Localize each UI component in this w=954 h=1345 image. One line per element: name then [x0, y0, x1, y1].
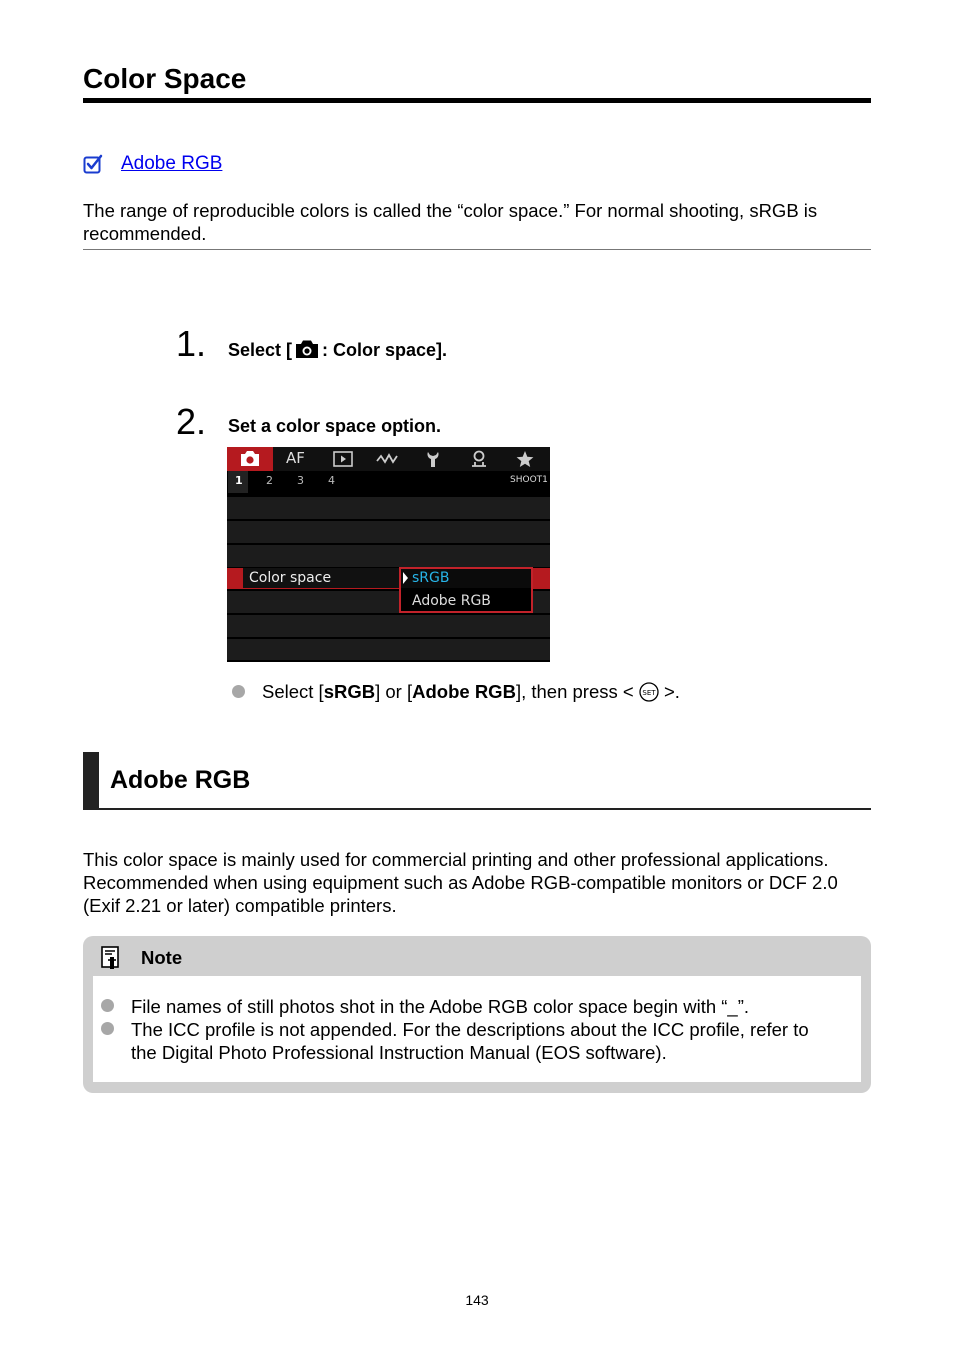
section-body-line: (Exif 2.21 or later) compatible printers.	[83, 895, 397, 916]
camera-icon	[294, 339, 320, 359]
step-2-instruction: Select [sRGB] or [Adobe RGB], then press < SET >.	[262, 681, 680, 702]
page-title: Color Space	[83, 63, 247, 94]
page-number: 143	[465, 1292, 489, 1308]
menu-row-empty	[227, 615, 550, 637]
page-label: SHOOT1	[510, 475, 548, 485]
section-heading-bar	[83, 752, 99, 809]
note-item-1: File names of still photos shot in the Adobe RGB color space begin with “_”.	[131, 996, 750, 1017]
section-heading-rule	[83, 808, 871, 810]
menu-row-empty	[227, 639, 550, 660]
step-1-text-after: : Color space].	[322, 340, 448, 360]
my-menu-star-icon	[516, 450, 534, 468]
checkbox-link-icon	[83, 154, 103, 174]
wrench-icon	[425, 450, 441, 468]
menu-row-empty	[227, 497, 550, 519]
page-tab-2: 2	[266, 474, 273, 487]
playback-icon	[333, 451, 353, 467]
note-item-2-line-2: the Digital Photo Professional Instruction Manual (EOS software).	[131, 1042, 667, 1063]
option-adobe-rgb: Adobe RGB	[412, 593, 491, 609]
wireless-icon	[376, 452, 400, 466]
svg-text:SET: SET	[642, 689, 656, 697]
set-button-icon	[639, 682, 659, 702]
bullet-dot	[101, 1022, 114, 1035]
section-divider	[83, 249, 871, 250]
note-title: Note	[141, 947, 183, 968]
bullet-dot	[101, 999, 114, 1012]
shoot-camera-icon	[240, 450, 260, 467]
menu-row-empty	[227, 521, 550, 543]
page-tab-row	[227, 471, 550, 495]
note-item-2-line-1: The ICC profile is not appended. For the descriptions about the ICC profile, refer to	[131, 1019, 809, 1040]
section-body-line: Recommended when using equipment such as Adobe RGB-compatible monitors or DCF 2.0	[83, 872, 838, 893]
section-heading: Adobe RGB	[110, 766, 251, 794]
page-tab-4: 4	[328, 474, 335, 487]
step-2-text: Set a color space option.	[228, 416, 442, 436]
camera-menu-screenshot	[227, 447, 550, 662]
af-tab-label: AF	[286, 449, 305, 467]
note-icon	[101, 946, 121, 970]
page-tab-1: 1	[235, 474, 243, 487]
title-rule	[83, 98, 871, 103]
page-tab-3: 3	[297, 474, 304, 487]
option-srgb: sRGB	[412, 570, 450, 586]
menu-row-empty	[227, 545, 550, 567]
section-body-line: This color space is mainly used for commercial printing and other professional applications.	[83, 849, 829, 870]
custom-functions-icon	[470, 450, 488, 468]
bullet-dot	[232, 685, 245, 698]
intro-text: The range of reproducible colors is called the “color space.” For normal shooting, sRGB is recommended.	[83, 200, 818, 244]
section-body	[83, 848, 873, 917]
step-number: 2.	[176, 401, 207, 442]
toc-link-row[interactable]	[83, 152, 222, 176]
adobe-rgb-link[interactable]: Adobe RGB	[121, 153, 223, 174]
step-number: 1.	[176, 323, 207, 364]
step-1-text-before: Select [	[228, 340, 293, 360]
selection-cursor-icon	[403, 572, 408, 584]
color-space-menu-item: Color space	[249, 570, 332, 586]
step-1-text	[228, 339, 447, 361]
